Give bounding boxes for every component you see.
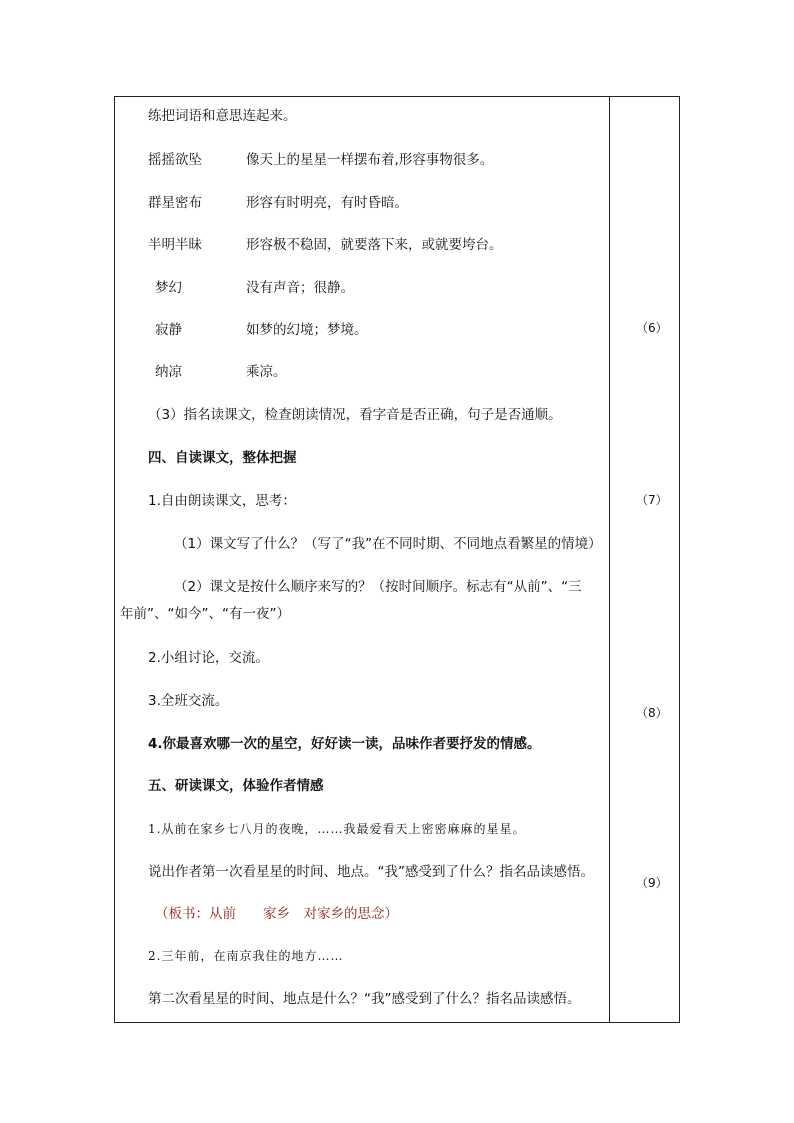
vocab-term: 纳凉: [155, 364, 182, 380]
vocab-meaning: 没有声音；很静。: [246, 280, 354, 296]
vocab-meaning: 乘凉。: [246, 364, 287, 380]
side-number: （8）: [636, 706, 668, 720]
vocab-meaning: 形容有时明亮，有时昏暗。: [246, 195, 408, 211]
vocab-term: 摇摇欲坠: [148, 152, 202, 168]
section4-item4: 4.你最喜欢哪一次的星空，好好读一读，品味作者要抒发的情感。: [148, 736, 541, 752]
section4-heading: 四、自读课文，整体把握: [148, 450, 297, 466]
section5-quote1: 1.从前在家乡七八月的夜晚，……我最爱看天上密密麻麻的星星。: [148, 822, 526, 836]
section4-item3: 3.全班交流。: [148, 693, 229, 709]
vocab-meaning: 像天上的星星一样摆布着,形容事物很多。: [246, 152, 494, 168]
vocab-term: 半明半昧: [148, 237, 202, 253]
vocab-term: 梦幻: [155, 280, 182, 296]
step3-line: （3）指名读课文，检查朗读情况，看字音是否正确，句子是否通顺。: [148, 407, 562, 423]
side-number: （7）: [636, 493, 668, 507]
side-number: （6）: [636, 321, 668, 335]
board-note: （板书：从前 家乡 对家乡的思念）: [155, 906, 398, 922]
section5-ask2: 第二次看星星的时间、地点是什么？“我”感受到了什么？指名品读感悟。: [148, 991, 581, 1007]
section5-heading: 五、研读课文，体验作者情感: [148, 778, 324, 794]
vocab-term: 寂静: [155, 322, 182, 338]
column-divider: [609, 96, 610, 1023]
side-number: （9）: [636, 876, 668, 890]
section4-item2: 2.小组讨论，交流。: [148, 650, 269, 666]
section4-q2-line2: 年前”、“如今”、“有一夜”）: [120, 606, 290, 622]
section4-item1: 1.自由朗读课文，思考：: [148, 493, 296, 509]
section4-q2-line1: （2）课文是按什么顺序来写的？（按时间顺序。标志有“从前”、“三: [174, 579, 582, 595]
vocab-meaning: 形容极不稳固，就要落下来，或就要垮台。: [246, 237, 503, 253]
section5-quote2: 2.三年前，在南京我住的地方……: [148, 949, 344, 963]
vocab-meaning: 如梦的幻境；梦境。: [246, 322, 368, 338]
section5-ask1: 说出作者第一次看星星的时间、地点。“我”感受到了什么？指名品读感悟。: [148, 864, 594, 880]
vocab-term: 群星密布: [148, 195, 202, 211]
section4-q1: （1）课文写了什么？（写了“我”在不同时期、不同地点看繁星的情境）: [174, 536, 602, 552]
intro-line: 练把词语和意思连起来。: [148, 108, 297, 124]
